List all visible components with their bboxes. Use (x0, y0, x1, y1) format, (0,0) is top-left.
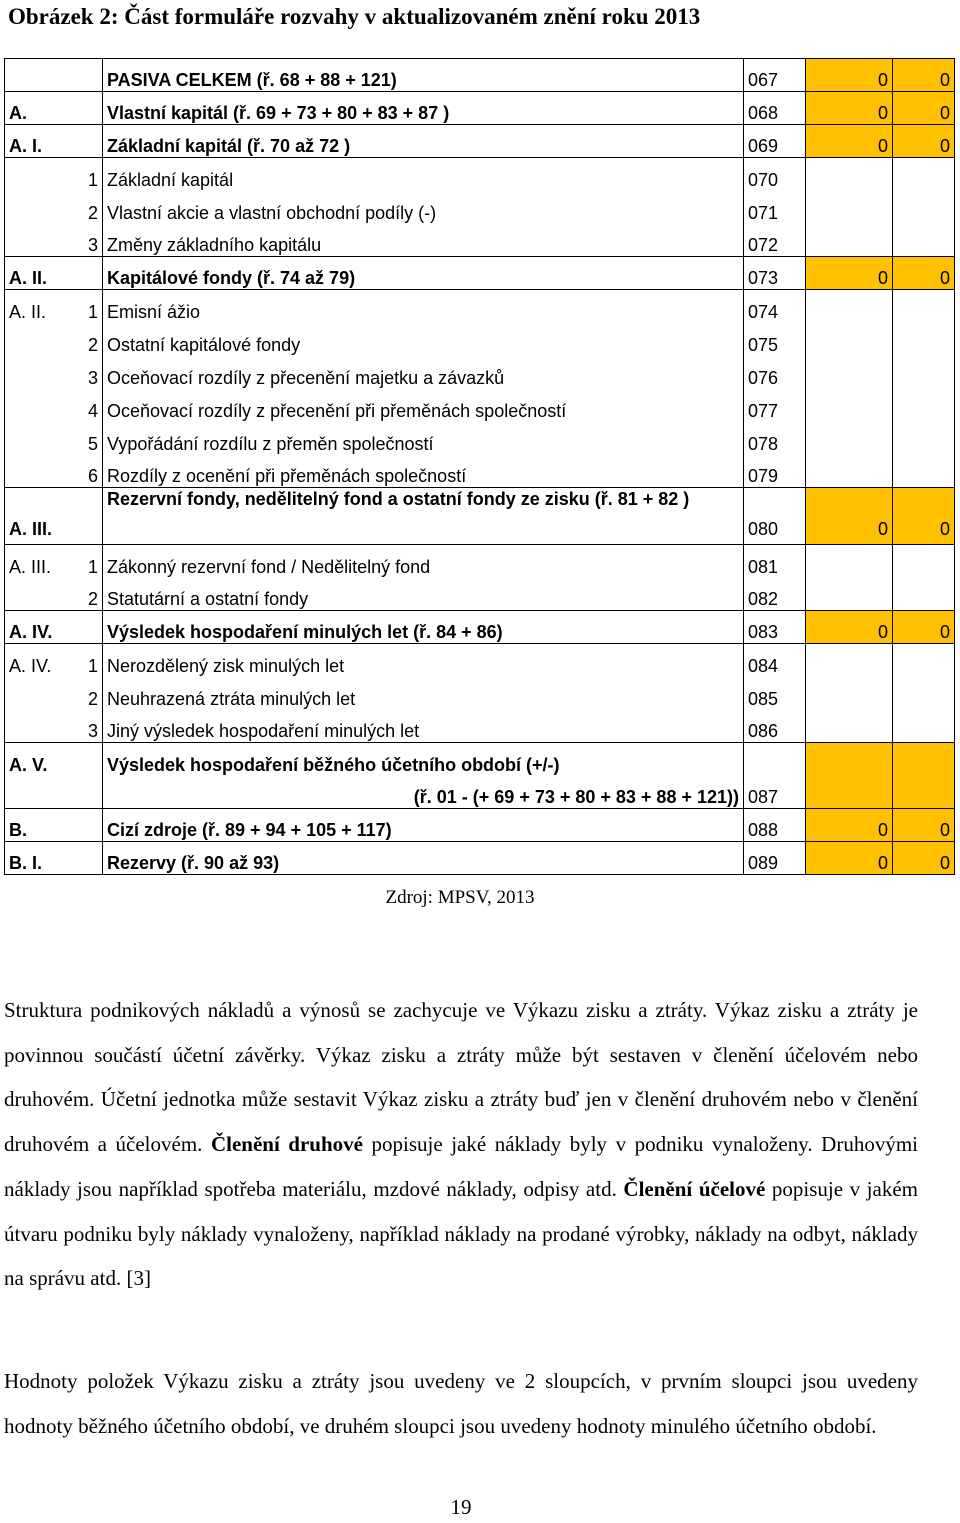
item-description: Kapitálové fondy (ř. 74 až 79) (103, 257, 744, 290)
row-code: 079 (744, 455, 806, 488)
item-number (77, 59, 103, 92)
table-row (5, 92, 955, 125)
row-code: 083 (744, 611, 806, 644)
previous-period-value: 0 (893, 59, 955, 92)
balance-sheet-table (4, 58, 955, 875)
section-label (5, 389, 77, 422)
paragraph-cost-structure (4, 988, 918, 1301)
previous-period-value: 0 (893, 257, 955, 290)
row-code: 081 (744, 545, 806, 578)
current-period-value (806, 389, 893, 422)
row-code: 089 (744, 842, 806, 875)
section-label: A. III. (5, 545, 77, 578)
section-label (5, 578, 77, 611)
current-period-value (806, 776, 893, 809)
section-label (5, 158, 77, 191)
table-row (5, 578, 955, 611)
item-description: Zákonný rezervní fond / Nedělitelný fond (107, 556, 431, 577)
item-description: Cizí zdroje (ř. 89 + 94 + 105 + 117) (103, 809, 744, 842)
current-period-value (806, 545, 893, 578)
previous-period-value: 0 (893, 842, 955, 875)
section-label: A. III. (5, 488, 77, 545)
previous-period-value (893, 743, 955, 776)
section-label (5, 59, 77, 92)
current-period-value: 0 (806, 842, 893, 875)
table-row (5, 224, 955, 257)
row-code: 076 (744, 356, 806, 389)
section-label: A. II. (5, 290, 77, 323)
table-row (5, 389, 955, 422)
previous-period-value: 0 (893, 809, 955, 842)
item-description: Emisní ážio (107, 301, 201, 322)
row-code: 086 (744, 710, 806, 743)
item-number (77, 776, 103, 809)
item-description: Vlastní akcie a vlastní obchodní podíly (-) (107, 202, 437, 223)
current-period-value (806, 356, 893, 389)
item-number (77, 488, 103, 545)
item-number: 1 (77, 290, 103, 323)
item-description: PASIVA CELKEM (ř. 68 + 88 + 121) (103, 59, 744, 92)
previous-period-value (893, 710, 955, 743)
section-label (5, 422, 77, 455)
item-number (77, 842, 103, 875)
table-row (5, 356, 955, 389)
previous-period-value (893, 389, 955, 422)
item-description: Ostatní kapitálové fondy (107, 334, 301, 355)
table-row (5, 545, 955, 578)
section-label (5, 710, 77, 743)
previous-period-value (893, 545, 955, 578)
previous-period-value (893, 356, 955, 389)
previous-period-value: 0 (893, 611, 955, 644)
item-number: 2 (77, 191, 103, 224)
item-number: 3 (77, 710, 103, 743)
table-row (5, 611, 955, 644)
paragraph-text: popisuje v jakém útvaru podniku byly náklady vynaloženy, například náklady na prodané výrobky, náklady na odbyt, náklady na správu atd. [3] (4, 1176, 918, 1291)
table-source: Zdroj: MPSV, 2013 (385, 887, 535, 908)
item-description: Nerozdělený zisk minulých let (107, 655, 345, 676)
item-number: 1 (77, 545, 103, 578)
table-row (5, 809, 955, 842)
item-description: Vypořádání rozdílu z přeměn společností (107, 433, 434, 454)
row-code: 070 (744, 158, 806, 191)
previous-period-value (893, 677, 955, 710)
row-code: 068 (744, 92, 806, 125)
row-code: 084 (744, 644, 806, 677)
section-label (5, 356, 77, 389)
item-number: 3 (77, 356, 103, 389)
current-period-value (806, 578, 893, 611)
current-period-value: 0 (806, 125, 893, 158)
table-row (5, 125, 955, 158)
section-label: A. (5, 92, 77, 125)
previous-period-value (893, 224, 955, 257)
item-description: Rezervy (ř. 90 až 93) (103, 842, 744, 875)
previous-period-value: 0 (893, 92, 955, 125)
current-period-value (806, 191, 893, 224)
current-period-value (806, 422, 893, 455)
item-description: Vlastní kapitál (ř. 69 + 73 + 80 + 83 + 87 ) (103, 92, 744, 125)
previous-period-value (893, 158, 955, 191)
row-code (744, 743, 806, 776)
section-label: A. IV. (5, 644, 77, 677)
item-description: Jiný výsledek hospodaření minulých let (103, 710, 744, 743)
figure-title: Obrázek 2: Část formuláře rozvahy v aktualizovaném znění roku 2013 (8, 4, 701, 29)
current-period-value: 0 (806, 611, 893, 644)
previous-period-value (893, 290, 955, 323)
bold-term: Členění druhové (210, 1132, 363, 1157)
page-number: 19 (450, 1495, 472, 1519)
row-code: 067 (744, 59, 806, 92)
current-period-value (806, 743, 893, 776)
row-code: 080 (744, 488, 806, 545)
item-description: Základní kapitál (107, 169, 234, 190)
row-code: 072 (744, 224, 806, 257)
section-label: B. I. (5, 842, 77, 875)
current-period-value: 0 (806, 809, 893, 842)
row-code: 077 (744, 389, 806, 422)
previous-period-value: 0 (893, 488, 955, 545)
item-description: Rezervní fondy, nedělitelný fond a ostatní fondy ze zisku (ř. 81 + 82 ) (103, 488, 744, 545)
section-label: B. (5, 809, 77, 842)
row-code: 073 (744, 257, 806, 290)
item-number: 6 (77, 455, 103, 488)
balance-sheet-body (5, 59, 955, 875)
section-label (5, 224, 77, 257)
current-period-value: 0 (806, 488, 893, 545)
item-number (77, 125, 103, 158)
current-period-value: 0 (806, 257, 893, 290)
paragraph-columns: Hodnoty položek Výkazu zisku a ztráty jsou uvedeny ve 2 sloupcích, v prvním sloupci jsou uvedeny hodnoty běžného účetního období, ve druhém sloupci jsou uvedeny hodnoty minulého účetního období. (4, 1369, 918, 1438)
previous-period-value (893, 776, 955, 809)
item-number: 2 (77, 578, 103, 611)
section-label: A. V. (5, 743, 77, 776)
section-label (5, 323, 77, 356)
current-period-value (806, 455, 893, 488)
current-period-value: 0 (806, 92, 893, 125)
item-description: Základní kapitál (ř. 70 až 72 ) (103, 125, 744, 158)
section-label (5, 776, 77, 809)
item-description: Výsledek hospodaření minulých let (ř. 84 + 86) (103, 611, 744, 644)
table-row (5, 776, 955, 809)
section-label (5, 191, 77, 224)
table-row (5, 59, 955, 92)
table-row (5, 422, 955, 455)
item-description: Rozdíly z ocenění při přeměnách společností (103, 455, 744, 488)
table-row (5, 710, 955, 743)
previous-period-value (893, 455, 955, 488)
table-row (5, 842, 955, 875)
paragraph-text: Struktura podnikových nákladů a výnosů se zachycuje ve Výkazu zisku a ztráty. Výkaz zisku a ztráty je povinnou součástí účetní závěrky. Výkaz zisku a ztráty může být sestaven v členění účelovém nebo druhovém. Účetní jednotka může sestavit Výkaz zisku a ztráty buď jen v členění druhovém nebo v členění druhovém a účelovém. (4, 998, 918, 1157)
row-code: 085 (744, 677, 806, 710)
item-number: 2 (77, 677, 103, 710)
row-code: 069 (744, 125, 806, 158)
current-period-value (806, 323, 893, 356)
table-row (5, 191, 955, 224)
previous-period-value (893, 323, 955, 356)
section-label: A. II. (5, 257, 77, 290)
current-period-value (806, 677, 893, 710)
current-period-value (806, 710, 893, 743)
item-number: 5 (77, 422, 103, 455)
item-description: Statutární a ostatní fondy (103, 578, 744, 611)
previous-period-value: 0 (893, 125, 955, 158)
table-row (5, 290, 955, 323)
previous-period-value (893, 422, 955, 455)
bold-term: Členění účelové (623, 1176, 766, 1201)
item-number: 1 (77, 158, 103, 191)
table-row (5, 158, 955, 191)
item-number (77, 92, 103, 125)
current-period-value (806, 224, 893, 257)
row-code: 071 (744, 191, 806, 224)
current-period-value (806, 644, 893, 677)
previous-period-value (893, 191, 955, 224)
item-number (77, 743, 103, 776)
item-description: Výsledek hospodaření běžného účetního období (+/-) (107, 754, 560, 775)
row-code: 087 (744, 776, 806, 809)
section-label: A. IV. (5, 611, 77, 644)
table-row (5, 488, 955, 545)
item-number: 4 (77, 389, 103, 422)
item-number: 2 (77, 323, 103, 356)
paragraph-text: popisuje jaké náklady byly v podniku vynaloženy. Druhovými náklady jsou například spotřeba materiálu, mzdové náklady, odpisy atd. (4, 1132, 918, 1201)
previous-period-value (893, 578, 955, 611)
row-code: 074 (744, 290, 806, 323)
row-code: 082 (744, 578, 806, 611)
item-number (77, 611, 103, 644)
current-period-value (806, 290, 893, 323)
current-period-value (806, 158, 893, 191)
previous-period-value (893, 644, 955, 677)
item-description: Neuhrazená ztráta minulých let (107, 688, 356, 709)
current-period-value: 0 (806, 59, 893, 92)
item-number: 1 (77, 644, 103, 677)
item-description: (ř. 01 - (+ 69 + 73 + 80 + 83 + 88 + 121)) (103, 776, 744, 809)
table-row (5, 257, 955, 290)
section-label (5, 455, 77, 488)
row-code: 078 (744, 422, 806, 455)
section-label (5, 677, 77, 710)
table-row (5, 677, 955, 710)
row-code: 088 (744, 809, 806, 842)
item-description: Oceňovací rozdíly z přecenění majetku a závazků (107, 367, 505, 388)
table-row (5, 323, 955, 356)
item-number (77, 257, 103, 290)
item-number: 3 (77, 224, 103, 257)
table-row (5, 644, 955, 677)
table-row (5, 743, 955, 776)
section-label: A. I. (5, 125, 77, 158)
item-number (77, 809, 103, 842)
item-description: Oceňovací rozdíly z přecenění při přeměnách společností (107, 400, 567, 421)
item-description: Změny základního kapitálu (103, 224, 744, 257)
table-row (5, 455, 955, 488)
row-code: 075 (744, 323, 806, 356)
